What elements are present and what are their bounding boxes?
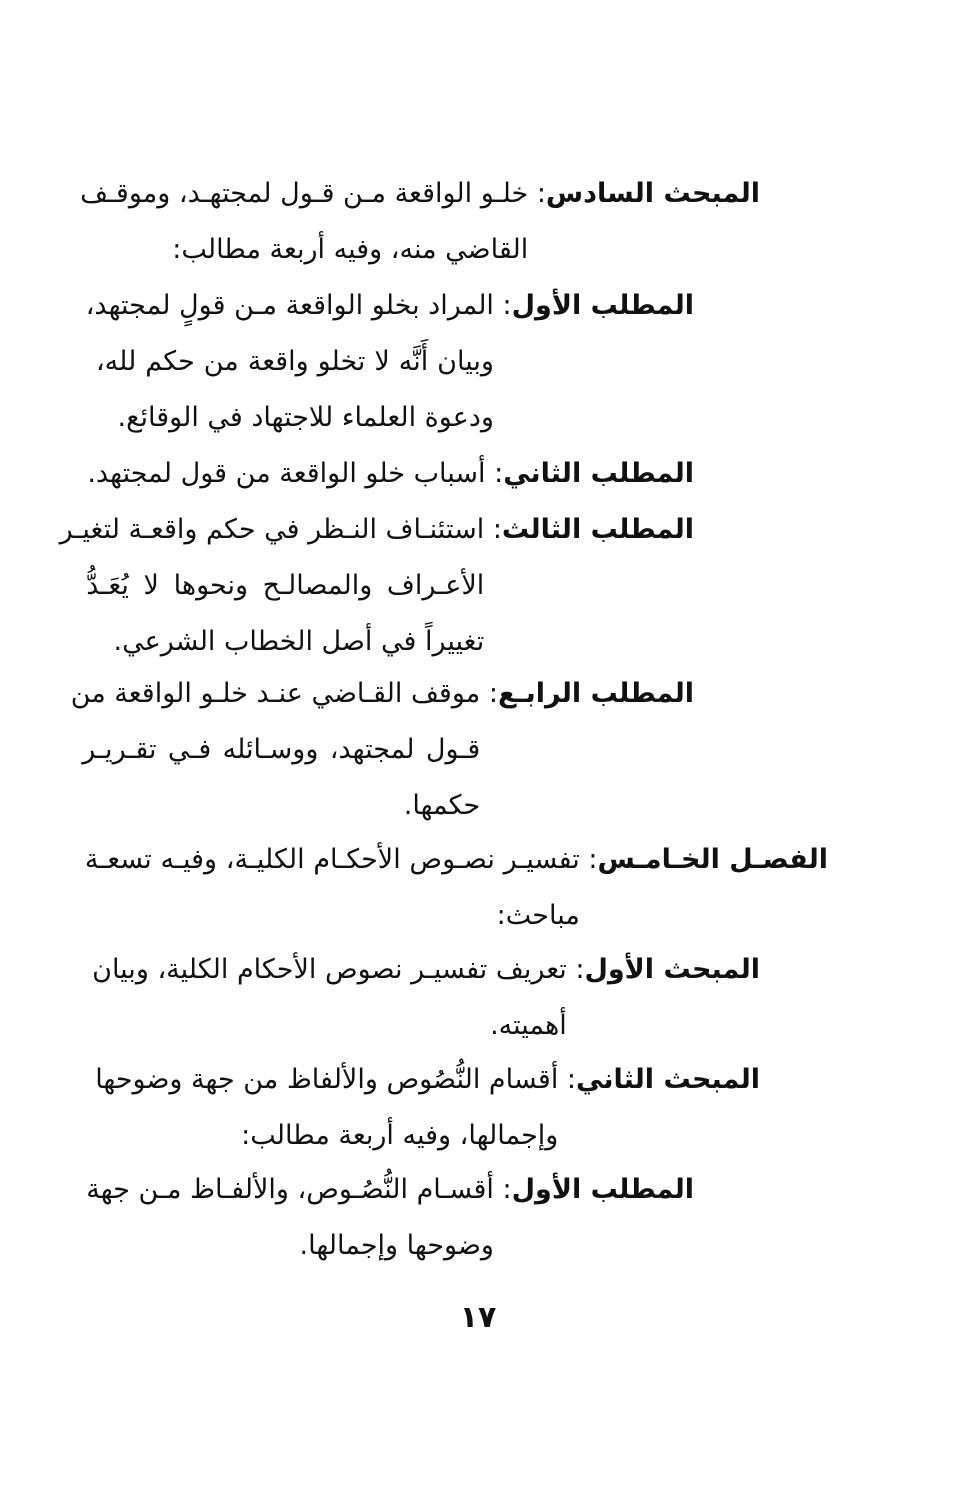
entry-colon: : bbox=[579, 844, 598, 875]
entry-line: وضوحها وإجمالها. bbox=[299, 1230, 494, 1261]
toc-entry bbox=[86, 1162, 694, 1274]
entry-heading: المبحث الثاني bbox=[576, 1064, 760, 1095]
entry-line: أقسـام النُّصُـوص، والألفـاظ مـن جهة bbox=[86, 1174, 494, 1205]
entry-text bbox=[85, 278, 494, 446]
entry-heading: المبحث السادس bbox=[545, 178, 760, 209]
entry-colon: : bbox=[480, 678, 498, 709]
entry-line: تغييراً في أصل الخطاب الشرعي. bbox=[113, 626, 485, 657]
entry-line: حكمها. bbox=[403, 790, 481, 821]
entry-colon: : bbox=[485, 458, 504, 489]
entry-colon: : bbox=[558, 1064, 577, 1095]
entry-text bbox=[85, 832, 580, 944]
entry-line: الأعـراف والمصالـح ونحوها لا يُعَـدُّ bbox=[86, 570, 485, 601]
entry-line: تعريف تفسيـر نصوص الأحكام الكلية، وبيان bbox=[92, 954, 567, 985]
entry-text bbox=[88, 446, 486, 502]
entry-text bbox=[70, 666, 481, 834]
entry-line: استئنـاف النـظر في حكم واقعـة لتغيـر bbox=[59, 514, 485, 545]
entry-colon: : bbox=[528, 178, 546, 209]
entry-heading: المطلب الثاني bbox=[503, 458, 694, 489]
entry-line: أهميته. bbox=[490, 1010, 567, 1041]
page-number: ١٧ bbox=[459, 1300, 497, 1335]
entry-text bbox=[59, 502, 485, 670]
entry-line: مباحث: bbox=[496, 900, 580, 931]
entry-heading: المبحث الأول bbox=[584, 954, 760, 985]
entry-line: خلـو الواقعة مـن قـول لمجتهـد، وموقـف bbox=[80, 178, 529, 209]
entry-line: وبيان أَنَّه لا تخلو واقعة من حكم لله، bbox=[95, 346, 494, 377]
toc-entry bbox=[85, 832, 828, 944]
entry-heading: المطلب الرابـع bbox=[497, 678, 694, 709]
entry-colon: : bbox=[566, 954, 585, 985]
entry-line: ودعوة العلماء للاجتهاد في الوقائع. bbox=[117, 402, 494, 433]
toc-entry bbox=[88, 446, 695, 502]
entry-heading: المطلب الأول bbox=[511, 290, 694, 321]
entry-heading: المطلب الأول bbox=[511, 1174, 694, 1205]
entry-line: القاضي منه، وفيه أربعة مطالب: bbox=[172, 234, 529, 265]
entry-text bbox=[95, 1052, 559, 1164]
entry-line: المراد بخلو الواقعة مـن قولٍ لمجتهد، bbox=[85, 290, 494, 321]
toc-entry bbox=[92, 942, 760, 1054]
entry-line: أقسام النُّصُوص والألفاظ من جهة وضوحها bbox=[95, 1064, 559, 1095]
entry-colon: : bbox=[493, 290, 512, 321]
entry-line: تفسيـر نصـوص الأحكـام الكليـة، وفيـه تسعـة bbox=[84, 844, 580, 875]
entry-line: أسباب خلو الواقعة من قول لمجتهد. bbox=[87, 458, 486, 489]
toc-entry bbox=[80, 166, 760, 278]
entry-line: وإجمالها، وفيه أربعة مطالب: bbox=[241, 1120, 559, 1151]
toc-entry bbox=[85, 278, 694, 446]
toc-entry bbox=[59, 502, 694, 670]
entry-text bbox=[92, 942, 567, 1054]
entry-colon: : bbox=[484, 514, 502, 545]
toc-entry bbox=[95, 1052, 760, 1164]
entry-line: قـول لمجتهد، ووسـائله فـي تقـريـر bbox=[82, 734, 481, 765]
entry-heading: الفصـل الخـامـس bbox=[597, 844, 828, 875]
entry-colon: : bbox=[493, 1174, 512, 1205]
entry-line: موقف القـاضي عنـد خلـو الواقعة من bbox=[70, 678, 481, 709]
toc-entry bbox=[70, 666, 694, 834]
entry-text bbox=[80, 166, 529, 278]
entry-text bbox=[86, 1162, 494, 1274]
entry-heading: المطلب الثالث bbox=[501, 514, 694, 545]
